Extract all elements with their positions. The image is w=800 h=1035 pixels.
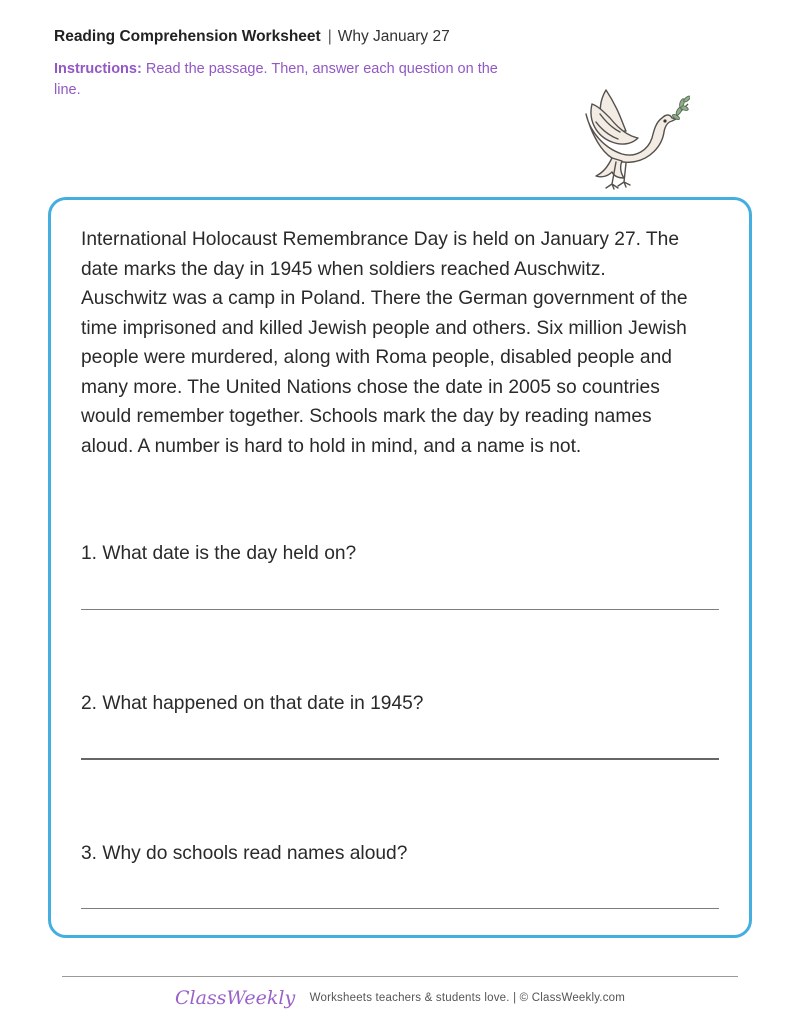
passage-line: time imprisoned and killed Jewish people and others. Six million Jewish [81,317,687,339]
answer-line-1[interactable] [81,609,719,610]
question-1: 1. What date is the day held on? [81,543,357,564]
passage-line: many more. The United Nations chose the date in 2005 so countries [81,376,660,398]
header-separator: | [327,28,332,45]
footer-divider [62,976,738,977]
question-2: 2. What happened on that date in 1945? [81,693,424,714]
passage-line: date marks the day in 1945 when soldiers reached Auschwitz. [81,258,606,280]
footer-tagline: Worksheets teachers & students love. | © ClassWeekly.com [309,992,626,1004]
footer [0,987,800,1009]
worksheet-title: Reading Comprehension Worksheet [54,28,321,45]
passage-line: aloud. A number is hard to hold in mind, and a name is not. [81,435,582,457]
instructions-label: Instructions: [54,61,142,77]
classweekly-logo: ClassWeekly [174,987,296,1009]
dove-with-olive-branch-icon [578,84,690,190]
passage-line: International Holocaust Remembrance Day is held on January 27. The [81,229,679,250]
passage-line: Auschwitz was a camp in Poland. There the German government of the [81,288,688,309]
reading-passage [81,225,721,461]
instructions-text: Read the passage. Then, answer each question on the line. [54,61,498,98]
instructions [54,59,514,101]
worksheet-subtitle: Why January 27 [337,28,450,45]
answer-line-3[interactable] [81,908,719,909]
answer-line-2[interactable] [81,758,719,760]
passage-line: would remember together. Schools mark the day by reading names [81,406,652,427]
question-3: 3. Why do schools read names aloud? [81,843,408,864]
passage-line: people were murdered, along with Roma people, disabled people and [81,347,672,368]
worksheet-header [54,27,450,47]
